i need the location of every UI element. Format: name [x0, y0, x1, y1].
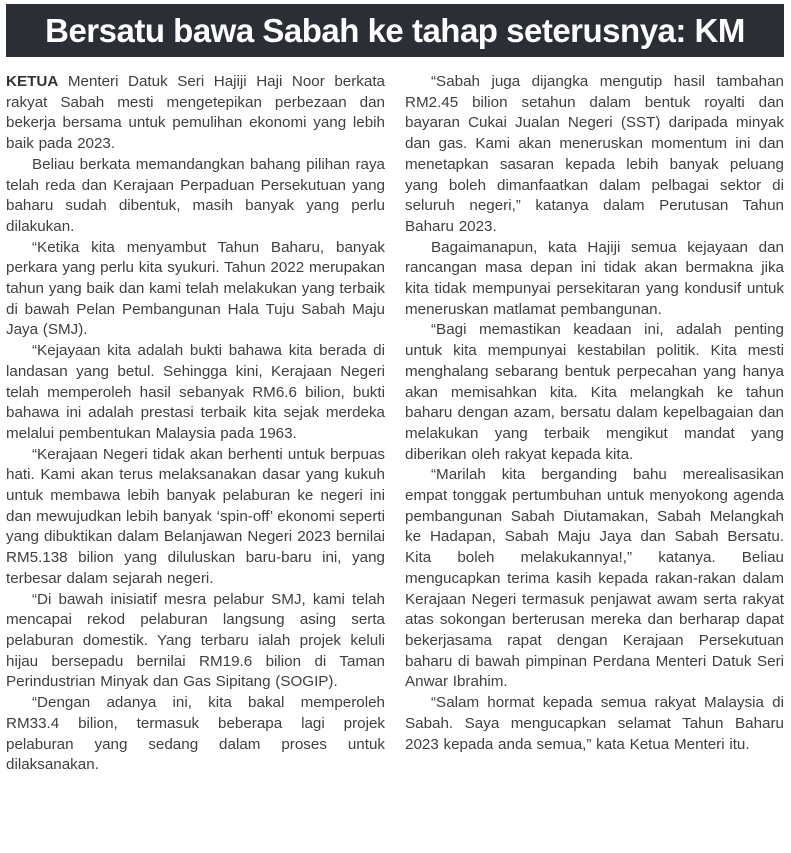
paragraph: “Dengan adanya ini, kita bakal memperoleh RM33.4 bilion, termasuk beberapa lagi projek pelaburan yang sedang dalam proses untuk dilaksanakan.	[6, 694, 385, 774]
headline-banner	[6, 4, 784, 57]
headline-title: Bersatu bawa Sabah ke tahap seterusnya: KM	[45, 11, 745, 49]
paragraph: “Bagi memastikan keadaan ini, adalah penting untuk kita mempunyai kestabilan politik. Kita mesti menghalang sebarang bentuk perpecahan yang hanya akan memisahkan kita. Kita melangkah ke tahun baharu dengan azam, bersatu dalam kepelbagaian dan melakukan yang terbaik mengikut mandat yang diberikan oleh rakyat kepada kita.	[405, 321, 784, 463]
paragraph: Beliau berkata memandangkan bahang pilihan raya telah reda dan Kerajaan Perpaduan Persekutuan yang baharu sudah dibentuk, masih banyak yang perlu dilakukan.	[6, 155, 385, 235]
paragraph: “Kejayaan kita adalah bukti bahawa kita berada di landasan yang betul. Sehingga kini, Kerajaan Negeri telah memperoleh hasil sebanyak RM6.6 bilion, bukti bahawa ini adalah prestasi terbaik kita sejak merdeka melalui pembentukan Malaysia pada 1963.	[6, 342, 385, 442]
paragraph: “Salam hormat kepada semua rakyat Malaysia di Sabah. Saya mengucapkan selamat Tahun Baharu 2023 kepada anda semua,” kata Ketua Menteri itu.	[405, 694, 784, 753]
paragraph: “Sabah juga dijangka mengutip hasil tambahan RM2.45 bilion setahun dalam bentuk royalti dan bayaran Cukai Jualan Negeri (SST) daripada minyak dan gas. Kami akan meneruskan momentum ini dan menetapkan sasaran kepada lebih banyak peluang yang boleh dimanfaatkan dalam pelbagai sektor di seluruh negeri,” katanya dalam Perutusan Tahun Baharu 2023.	[405, 73, 784, 235]
paragraph: Bagaimanapun, kata Hajiji semua kejayaan dan rancangan masa depan ini tidak akan bermakna jika kita tidak mempunyai persekitaran yang kondusif untuk meneruskan matlamat pembangunan.	[405, 238, 784, 318]
paragraph: “Ketika kita menyambut Tahun Baharu, banyak perkara yang perlu kita syukuri. Tahun 2022 merupakan tahun yang baik dan kami telah melakukan yang terbaik di bawah Pelan Pembangunan Hala Tuju Sabah Maju Jaya (SMJ).	[6, 238, 385, 339]
paragraph: “Marilah kita berganding bahu merealisasikan empat tonggak pertumbuhan untuk menyokong agenda pembangunan Sabah Diutamakan, Sabah Melangkah ke Hadapan, Sabah Maju Jaya dan Sabah Bersatu. Kita boleh melakukannya!,” katanya. Beliau mengucapkan terima kasih kepada rakan-rakan dalam Kerajaan Negeri termasuk penjawat awam serta rakyat atas sokongan berterusan mereka dan berharap dapat bekerjasama rapat dengan Kerajaan Persekutuan baharu di bawah pimpinan Perdana Menteri Datuk Seri Anwar Ibrahim.	[405, 466, 784, 691]
column-left	[6, 72, 385, 853]
paragraph: “Kerajaan Negeri tidak akan berhenti untuk berpuas hati. Kami akan terus melaksanakan dasar yang kukuh untuk membawa lebih banyak pelaburan ke negeri ini dan mewujudkan lebih banyak ‘spin-off’ ekonomi seperti yang dibuktikan dalam Belanjawan Negeri 2023 bernilai RM5.138 bilion yang diluluskan baru-baru ini, yang terbesar dalam sejarah negeri.	[6, 445, 385, 587]
article-body	[6, 72, 784, 853]
lead-text: Menteri Datuk Seri Hajiji Haji Noor berkata rakyat Sabah mesti mengetepikan perbezaan dan bekerja bersama untuk pemulihan ekonomi yang lebih baik pada 2023.	[6, 73, 385, 153]
lead-paragraph	[6, 72, 385, 155]
paragraph: “Di bawah inisiatif mesra pelabur SMJ, kami telah mencapai rekod pelaburan langsung asing serta pelaburan domestik. Yang terbaru ialah projek keluli hijau bersepadu bernilai RM19.6 bilion di Taman Perindustrian Minyak dan Gas Sipitang (SOGIP).	[6, 590, 385, 691]
column-right	[405, 72, 784, 853]
lead-word: KETUA	[6, 73, 59, 90]
